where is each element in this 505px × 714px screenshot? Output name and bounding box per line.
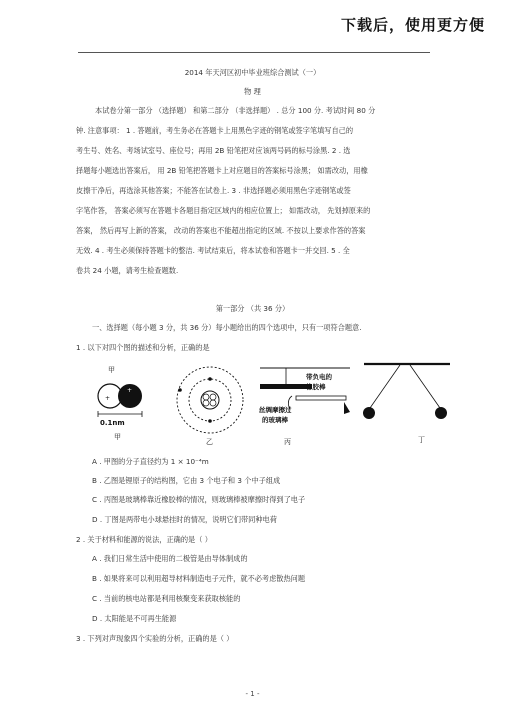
download-banner: 下载后，使用更方便	[340, 16, 485, 34]
intro-line: 择题每小题选出答案后， 用 2B 铅笔把答题卡上对应题目的答案标号涂黑； 如需改动，用橡	[76, 166, 368, 175]
fig-bing-rubber2: 橡胶棒	[306, 383, 326, 391]
intro-line: 本试卷分第一部分 （选择题） 和第二部分 （非选择题） . 总分 100 分. 考试时间 80 分	[95, 106, 376, 115]
intro-line: 无效. 4 . 考生必须保持答题卡的整洁. 考试结束后，将本试卷和答题卡一并交回. 5 . 全	[76, 246, 350, 255]
fig-yi-label: 乙	[206, 438, 213, 446]
q3-stem: 3 . 下列对声现象四个实验的分析，正确的是（ ）	[76, 634, 234, 643]
intro-line: 皮擦干净后，再选涂其他答案；不能答在试卷上. 3 . 非选择题必须用黑色字迹钢笔或签	[76, 186, 351, 195]
intro-line: 字笔作答， 答案必须写在答题卡各题目指定区域内的相应位置上； 如需改动， 先划掉原来的	[76, 206, 371, 215]
ball-right	[435, 407, 447, 419]
q1-option-c: C . 丙图是玻璃棒靠近橡胶棒的情况，则玻璃棒被摩擦时得到了电子	[92, 495, 306, 504]
ball-left	[363, 407, 375, 419]
intro-line: 钟. 注意事项： 1 . 答题前，考生务必在答题卡上用黑色字迹的钢笔或签字笔填写自己的	[76, 126, 354, 135]
part1-heading: 第一部分 （共 36 分）	[215, 304, 290, 313]
fig-jia-top-label: 甲	[108, 366, 115, 374]
svg-text:+: +	[105, 395, 111, 402]
fig-bing-label: 丙	[284, 438, 291, 446]
q2-option-c: C . 当前的核电站都是利用核聚变来获取核能的	[92, 594, 241, 603]
part1-instruction: 一、选择题（每小题 3 分，共 36 分）每小题给出的四个选项中，只有一项符合题意.	[92, 323, 362, 332]
figure-bing	[256, 362, 356, 450]
q1-stem: 1 . 以下对四个图的描述和分析，正确的是	[76, 343, 210, 352]
svg-text:+: +	[127, 387, 133, 394]
q1-option-b: B . 乙图是锂原子的结构图，它由 3 个电子和 3 个中子组成	[92, 476, 281, 485]
q2-option-a: A . 我们日常生活中使用的二极管是由导体制成的	[92, 554, 248, 563]
glass-rod	[296, 396, 346, 400]
figure-ding	[360, 358, 452, 448]
q1-option-d: D . 丁图是两带电小球悬挂时的情况，说明它们带同种电荷	[92, 515, 277, 524]
fig-bing-rubber: 带负电的	[306, 373, 332, 381]
figure-jia	[88, 362, 168, 444]
q1-option-a: A . 甲图的分子直径约为 1 × 10⁻⁴m	[92, 457, 209, 466]
fig-ding-label: 丁	[418, 436, 425, 444]
q2-option-d: D . 太阳能是不可再生能源	[92, 614, 177, 623]
figure-yi	[168, 360, 254, 448]
fig-bing-glass: 丝绸摩擦过	[259, 406, 292, 414]
page-number: - 1 -	[245, 690, 260, 698]
fig-bing-glass2: 的玻璃棒	[262, 416, 288, 424]
fig-jia-scale: 0.1nm	[100, 419, 125, 427]
subject-title: 物 理	[244, 87, 261, 96]
exam-title: 2014 年天河区初中毕业班综合测试（一）	[184, 68, 321, 77]
header-rule	[78, 52, 430, 53]
q2-stem: 2 . 关于材料和能源的说法，正确的是（ ）	[76, 535, 212, 544]
intro-line: 卷共 24 小题，请考生检查题数.	[76, 266, 179, 275]
fig-jia-label: 甲	[114, 433, 121, 441]
intro-line: 答案， 然后再写上新的答案， 改动的答案也不能超出指定的区域. 不按以上要求作答的答案	[76, 226, 366, 235]
rubber-rod	[260, 384, 312, 389]
q2-option-b: B . 如果将来可以利用超导材料制造电子元件，就不必考虑散热问题	[92, 574, 306, 583]
intro-line: 考生号、姓名、考场试室号、座位号；再用 2B 铅笔把对应该两号码的标号涂黑. 2 . 选	[76, 146, 351, 155]
